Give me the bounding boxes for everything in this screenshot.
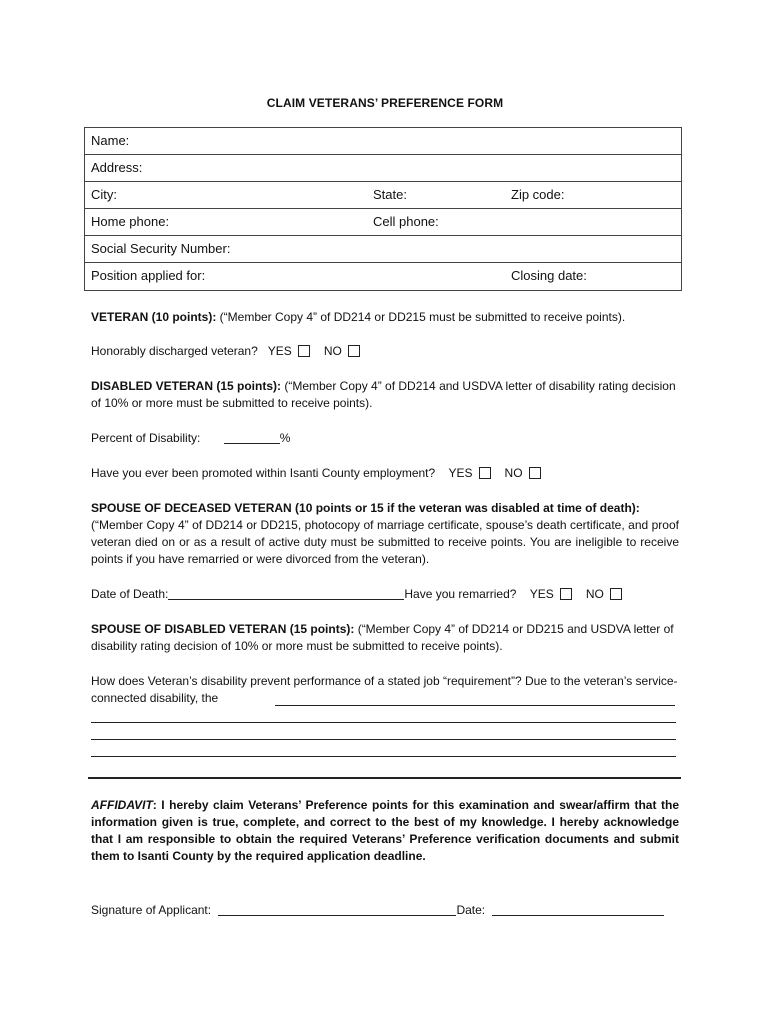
yes-label: YES — [267, 344, 292, 358]
city-label: City: — [91, 187, 117, 202]
promoted-label: Have you ever been promoted within Isanti County employment? — [91, 466, 436, 480]
percent-disability-row — [91, 430, 290, 447]
date-of-death-row — [91, 586, 636, 603]
signature-field[interactable] — [218, 903, 456, 916]
signature-date-field[interactable] — [492, 903, 664, 916]
zip-label: Zip code: — [511, 187, 565, 202]
percent-disability-field[interactable] — [224, 431, 280, 444]
percent-disability-label: Percent of Disability: — [91, 431, 201, 445]
applicant-info-table — [84, 127, 682, 291]
position-label: Position applied for: — [91, 268, 206, 283]
no-label: NO — [504, 466, 523, 480]
remarried-label: Have you remarried? — [404, 587, 517, 601]
disabled-veteran-note: (“Member Copy 4” of DD214 and USDVA letter of disability rating decision of 10% or more must be submitted to receive points). — [91, 379, 676, 410]
disability-answer-line-1[interactable] — [275, 705, 675, 706]
cell-phone-label: Cell phone: — [373, 214, 439, 229]
signature-label: Signature of Applicant: — [91, 903, 212, 917]
honorable-discharge-question — [91, 343, 374, 360]
veteran-heading: VETERAN (10 points): — [91, 310, 217, 324]
remarried-no-checkbox[interactable] — [610, 588, 622, 600]
spouse-disabled-heading: SPOUSE OF DISABLED VETERAN (15 points): — [91, 622, 355, 636]
disabled-veteran-heading: DISABLED VETERAN (15 points): — [91, 379, 282, 393]
affidavit-text: : I hereby claim Veterans’ Preference points for this examination and swear/affirm that the information given is true, complete, and correct to the best of my knowledge. I hereby acknowledge that I am responsible to obtain the required Veterans’ Preference verification documents and submit them to Isanti County by the required application deadline. — [91, 798, 679, 863]
name-label: Name: — [91, 133, 130, 148]
disability-answer-line-3[interactable] — [91, 739, 676, 740]
closing-date-label: Closing date: — [511, 268, 587, 283]
ssn-row[interactable] — [85, 236, 681, 263]
disability-answer-line-2[interactable] — [91, 722, 676, 723]
spouse-deceased-section — [91, 500, 679, 568]
promoted-no-checkbox[interactable] — [529, 467, 541, 479]
position-row[interactable] — [85, 263, 681, 290]
disabled-veteran-section — [91, 378, 679, 412]
spouse-deceased-note: (“Member Copy 4” of DD214 or DD215, photocopy of marriage certificate, spouse’s death certificate, and proof veteran died on or as a result of active duty must be submitted to receive points. You are ineligible to receive points if you have remarried or were divorced from the veteran). — [91, 518, 679, 566]
yes-label: YES — [448, 466, 473, 480]
promoted-question — [91, 465, 555, 482]
spouse-deceased-heading: SPOUSE OF DECEASED VETERAN (10 points or 15 if the veteran was disabled at time of death): — [91, 501, 640, 515]
section-divider — [88, 777, 681, 779]
promoted-yes-checkbox[interactable] — [479, 467, 491, 479]
address-label: Address: — [91, 160, 143, 175]
date-of-death-label: Date of Death: — [91, 587, 169, 601]
yes-label: YES — [529, 587, 554, 601]
affidavit-section — [91, 797, 679, 865]
honorable-no-checkbox[interactable] — [348, 345, 360, 357]
disability-answer-line-4[interactable] — [91, 756, 676, 757]
city-state-zip-row[interactable] — [85, 182, 681, 209]
veteran-note: (“Member Copy 4” of DD214 or DD215 must be submitted to receive points). — [216, 310, 626, 324]
spouse-disabled-note: (“Member Copy 4” of DD214 or DD215 and USDVA letter of disability rating decision of 10% or more must be submitted to receive points). — [91, 622, 674, 653]
disability-question — [91, 673, 679, 707]
disability-question-text: How does Veteran’s disability prevent performance of a stated job “requirement”? Due to the veteran’s service-connected disability, the — [91, 674, 678, 705]
honorable-discharge-label: Honorably discharged veteran? — [91, 344, 258, 358]
form-title: CLAIM VETERANS’ PREFERENCE FORM — [266, 96, 504, 110]
percent-sign: % — [279, 431, 291, 445]
state-label: State: — [373, 187, 407, 202]
phone-row[interactable] — [85, 209, 681, 236]
honorable-yes-checkbox[interactable] — [298, 345, 310, 357]
signature-date-label: Date: — [456, 903, 486, 917]
veteran-section — [91, 309, 679, 326]
name-row[interactable] — [85, 128, 681, 155]
remarried-yes-checkbox[interactable] — [560, 588, 572, 600]
no-label: NO — [323, 344, 342, 358]
no-label: NO — [585, 587, 604, 601]
home-phone-label: Home phone: — [91, 214, 170, 229]
ssn-label: Social Security Number: — [91, 241, 231, 256]
address-row[interactable] — [85, 155, 681, 182]
affidavit-label: AFFIDAVIT — [91, 798, 153, 812]
date-of-death-field[interactable] — [168, 587, 404, 600]
spouse-disabled-section — [91, 621, 679, 655]
signature-row — [91, 902, 664, 919]
